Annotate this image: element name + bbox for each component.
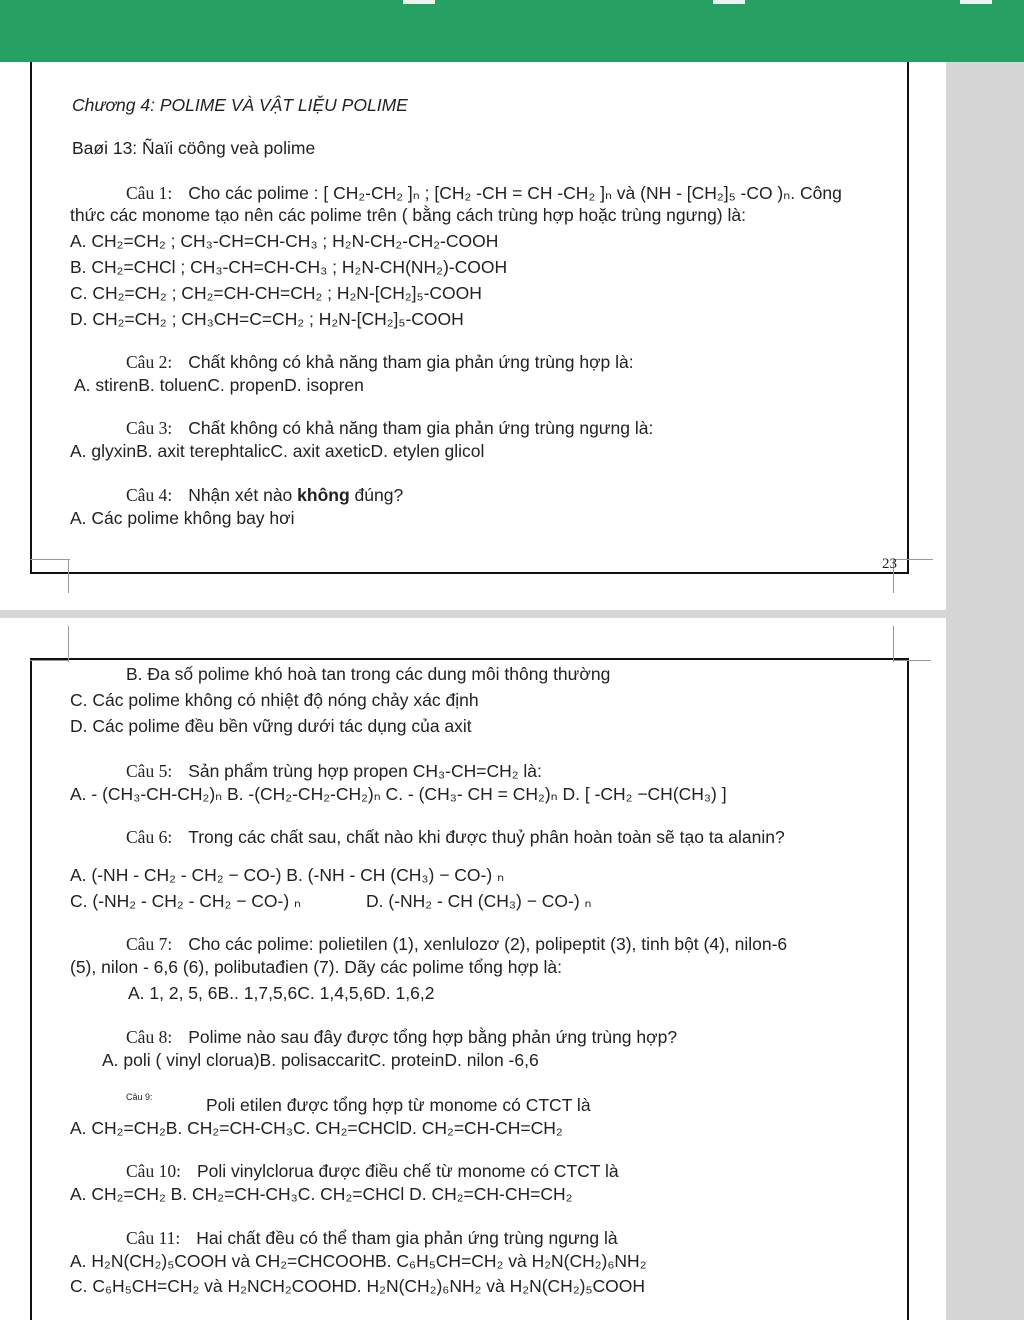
question-text: Cho các polime : [ CH₂-CH₂ ]ₙ ; [CH₂ -CH = CH -CH₂ ]ₙ và (NH - [CH₂]₅ -CO )ₙ. Công xyxy=(188,183,842,203)
q4-option-a: A. Các polime không bay hơi xyxy=(70,508,295,528)
question-text-bold: không xyxy=(297,485,350,505)
question-10 xyxy=(126,1160,619,1182)
question-text: Chất không có khả năng tham gia phản ứng trùng ngưng là: xyxy=(188,418,654,438)
question-11 xyxy=(126,1227,618,1249)
question-text: Trong các chất sau, chất nào khi được thuỷ phân hoàn toàn sẽ tạo ta alanin? xyxy=(188,827,785,847)
q4-option-b: B. Đa số polime khó hoà tan trong các dung môi thông thường xyxy=(126,664,611,684)
tab-indicator xyxy=(403,0,435,4)
question-1-text-cont: thức các monome tạo nên các polime trên ( bằng cách trùng hợp hoặc trùng ngưng) là: xyxy=(70,205,746,225)
q9-options: A. CH₂=CH₂B. CH₂=CH-CH₃C. CH₂=CHClD. CH₂=CH-CH=CH₂ xyxy=(70,1118,563,1138)
question-text: Chất không có khả năng tham gia phản ứng trùng hợp là: xyxy=(188,352,634,372)
tab-indicator xyxy=(960,0,992,4)
app-header-bar xyxy=(0,0,1024,62)
question-number: Câu 7: xyxy=(126,934,173,954)
question-6 xyxy=(126,826,785,848)
question-text: Sản phẩm trùng hợp propen CH₃-CH=CH₂ là: xyxy=(188,761,542,781)
question-9-text: Poli etilen được tổng hợp từ monome có CTCT là xyxy=(206,1095,591,1115)
question-8 xyxy=(126,1026,677,1048)
q1-option-d: D. CH₂=CH₂ ; CH₃CH=C=CH₂ ; H₂N-[CH₂]₅-COOH xyxy=(70,309,464,329)
page-border-right xyxy=(907,62,909,574)
question-number: Câu 11: xyxy=(126,1228,181,1248)
question-text: Hai chất đều có thể tham gia phản ứng trùng ngưng là xyxy=(196,1228,618,1248)
q6-option-c: C. (-NH₂ - CH₂ - CH₂ − CO-) ₙ xyxy=(70,891,302,911)
q11-options-ab: A. H₂N(CH₂)₅COOH và CH₂=CHCOOHB. C₆H₅CH=CH₂ và H₂N(CH₂)₆NH₂ xyxy=(70,1251,647,1271)
question-number: Câu 3: xyxy=(126,418,173,438)
document-page-1 xyxy=(0,62,946,610)
crop-mark xyxy=(893,660,931,661)
q8-options: A. poli ( vinyl clorua)B. polisaccaritC. proteinD. nilon -6,6 xyxy=(102,1050,539,1070)
q1-option-a: A. CH₂=CH₂ ; CH₃-CH=CH-CH₃ ; H₂N-CH₂-CH₂-COOH xyxy=(70,231,499,251)
page-border-left xyxy=(30,62,32,574)
question-text-pre: Nhận xét nào xyxy=(188,485,298,505)
question-number: Câu 10: xyxy=(126,1161,181,1181)
question-number: Câu 2: xyxy=(126,352,173,372)
question-number: Câu 6: xyxy=(126,827,173,847)
question-3 xyxy=(126,417,653,439)
crop-mark xyxy=(893,626,894,662)
page-border-left xyxy=(30,658,32,1320)
page-border-right xyxy=(907,658,909,1320)
question-9-number: Câu 9: xyxy=(126,1092,153,1102)
page-border-bottom xyxy=(30,572,909,574)
question-text: Polime nào sau đây được tổng hợp bằng phản ứng trùng hợp? xyxy=(188,1027,678,1047)
q6-options-ab: A. (-NH - CH₂ - CH₂ − CO-) B. (-NH - CH (CH₃) − CO-) ₙ xyxy=(70,865,505,885)
tab-indicator xyxy=(713,0,745,4)
question-text: Poli vinylclorua được điều chế từ monome có CTCT là xyxy=(196,1161,619,1181)
crop-mark xyxy=(68,559,69,593)
question-text-post: đúng? xyxy=(349,485,404,505)
question-4 xyxy=(126,484,403,506)
q2-options: A. stirenB. toluenC. propenD. isopren xyxy=(74,375,364,395)
q4-option-c: C. Các polime không có nhiệt độ nóng chảy xác định xyxy=(70,690,479,710)
question-number: Câu 8: xyxy=(126,1027,173,1047)
crop-mark xyxy=(30,660,68,661)
q6-option-d: D. (-NH₂ - CH (CH₃) − CO-) ₙ xyxy=(366,891,592,911)
q1-option-b: B. CH₂=CHCl ; CH₃-CH=CH-CH₃ ; H₂N-CH(NH₂)-COOH xyxy=(70,257,508,277)
q7-options: A. 1, 2, 5, 6B.. 1,7,5,6C. 1,4,5,6D. 1,6,2 xyxy=(128,983,435,1003)
question-7-text-cont: (5), nilon - 6,6 (6), polibutađien (7). Dãy các polime tổng hợp là: xyxy=(70,957,562,977)
q4-option-d: D. Các polime đều bền vững dưới tác dụng của axit xyxy=(70,716,472,736)
q10-options: A. CH₂=CH₂ B. CH₂=CH-CH₃C. CH₂=CHCl D. CH₂=CH-CH=CH₂ xyxy=(70,1184,573,1204)
page-number: 23 xyxy=(882,556,897,572)
chapter-title: Chương 4: POLIME VÀ VẬT LIỆU POLIME xyxy=(72,95,408,115)
document-page-2 xyxy=(0,618,946,1320)
crop-mark xyxy=(30,559,70,560)
q1-option-c: C. CH₂=CH₂ ; CH₂=CH-CH=CH₂ ; H₂N-[CH₂]₅-COOH xyxy=(70,283,482,303)
lesson-title: Baøi 13: Ñaïi cöông veà polime xyxy=(72,138,316,158)
crop-mark xyxy=(893,559,933,560)
q3-options: A. glyxinB. axit terephtalicC. axit axeticD. etylen glicol xyxy=(70,441,485,461)
question-number: Câu 1: xyxy=(126,183,173,203)
question-text: Cho các polime: polietilen (1), xenlulozơ (2), polipeptit (3), tinh bột (4), nilon-6 xyxy=(188,934,788,954)
q11-options-cd: C. C₆H₅CH=CH₂ và H₂NCH₂COOHD. H₂N(CH₂)₆NH₂ và H₂N(CH₂)₅COOH xyxy=(70,1276,645,1296)
question-1 xyxy=(126,182,842,204)
question-7 xyxy=(126,933,787,955)
question-2 xyxy=(126,351,634,373)
question-number: Câu 5: xyxy=(126,761,173,781)
crop-mark xyxy=(68,626,69,662)
q5-options: A. - (CH₃-CH-CH₂)ₙ B. -(CH₂-CH₂-CH₂)ₙ C. - (CH₃- CH = CH₂)ₙ D. [ -CH₂ −CH(CH₃) ] xyxy=(70,784,727,804)
question-5 xyxy=(126,760,542,782)
page-border-top xyxy=(30,658,909,660)
question-number: Câu 4: xyxy=(126,485,173,505)
